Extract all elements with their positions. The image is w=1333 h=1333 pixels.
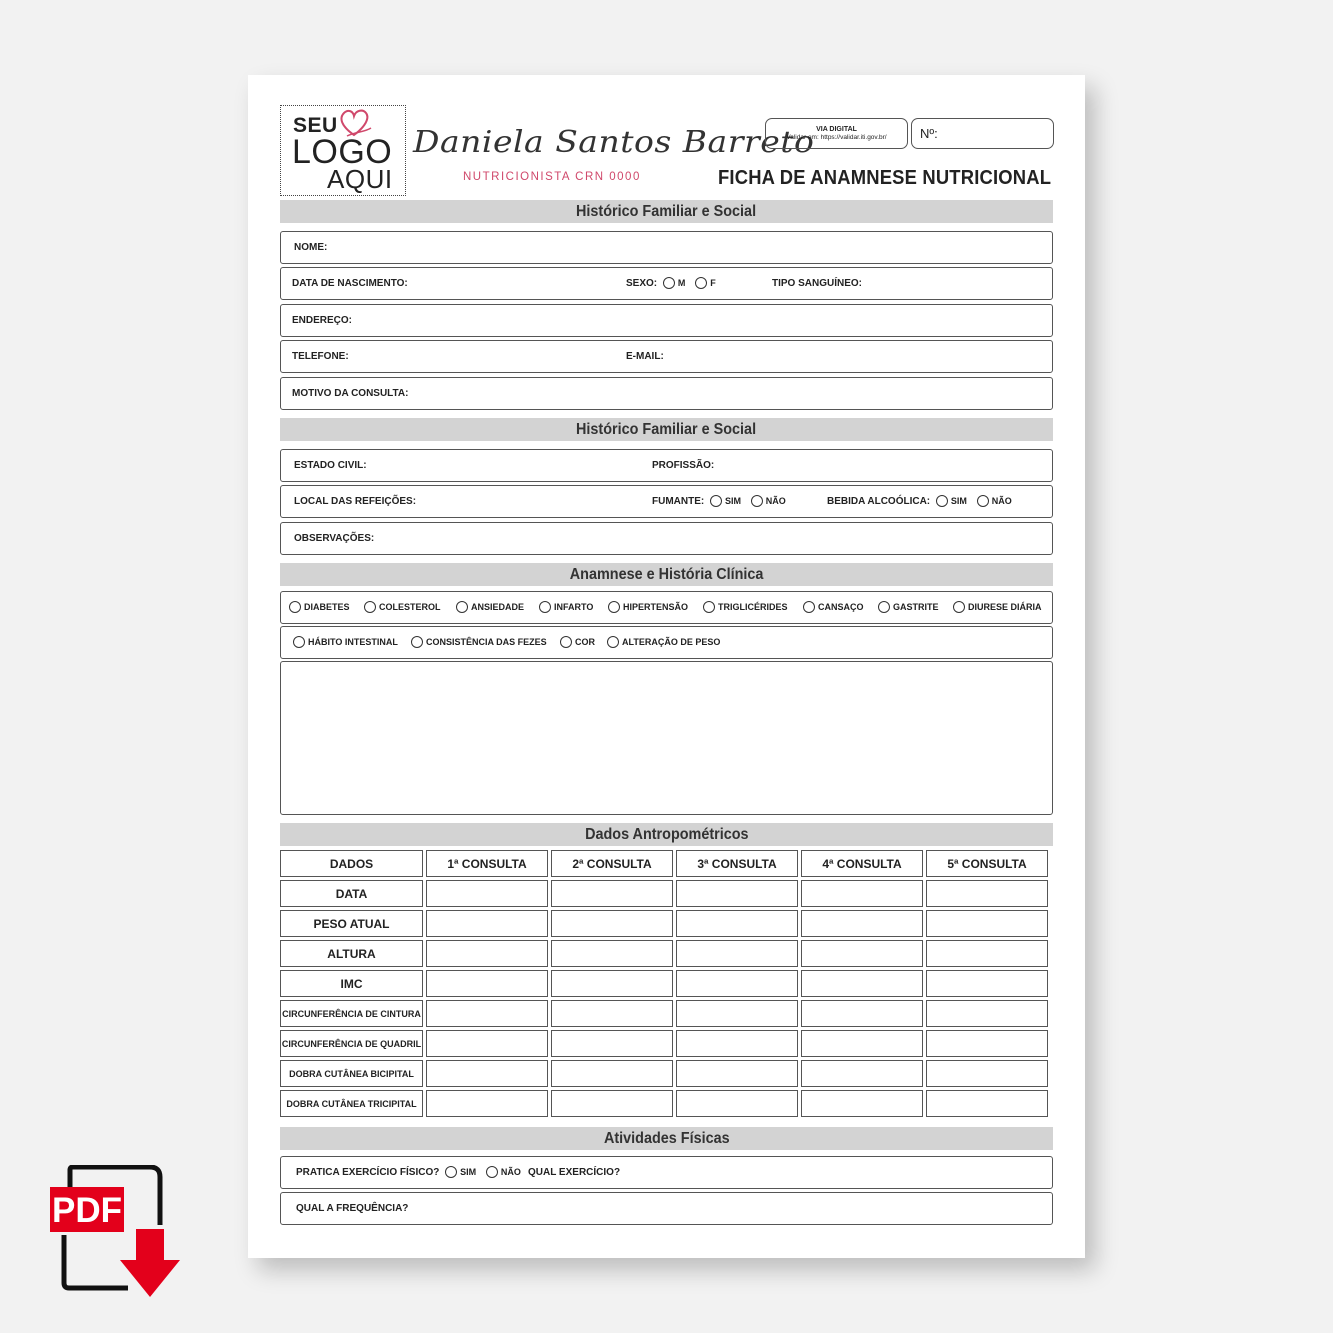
pdf-label: PDF	[52, 1191, 122, 1230]
label-observacoes: OBSERVAÇÕES:	[294, 533, 375, 544]
checkbox-condition[interactable]	[539, 601, 551, 613]
table-input-cell[interactable]	[801, 910, 923, 937]
table-input-cell[interactable]	[926, 1090, 1048, 1117]
condition-label: INFARTO	[554, 602, 594, 612]
form-number-field[interactable]	[911, 118, 1054, 149]
clinical-conditions-row-1	[280, 591, 1053, 624]
field-telefone-row[interactable]	[280, 340, 1053, 373]
table-input-cell[interactable]	[551, 970, 673, 997]
form-number-label: Nº:	[920, 126, 938, 141]
checkbox-condition[interactable]	[803, 601, 815, 613]
table-row-label: DOBRA CUTÂNEA BICIPITAL	[280, 1060, 423, 1087]
via-digital-title: VIA DIGITAL	[816, 126, 857, 133]
condition-cor	[557, 627, 599, 658]
checkbox-exercicio-sim[interactable]	[445, 1166, 457, 1178]
checkbox-condition[interactable]	[411, 636, 423, 648]
table-row-label: DOBRA CUTÂNEA TRICIPITAL	[280, 1090, 423, 1117]
label-sexo: SEXO:	[626, 278, 658, 290]
table-input-cell[interactable]	[926, 1030, 1048, 1057]
table-input-cell[interactable]	[551, 940, 673, 967]
condition-diurese	[950, 592, 1046, 623]
field-frequencia[interactable]	[280, 1192, 1053, 1225]
condition-label: HÁBITO INTESTINAL	[308, 637, 398, 647]
table-input-cell[interactable]	[426, 940, 548, 967]
checkbox-condition[interactable]	[293, 636, 305, 648]
via-digital-box	[765, 118, 908, 149]
checkbox-condition[interactable]	[703, 601, 715, 613]
table-input-cell[interactable]	[801, 970, 923, 997]
logo-text-logo: LOGO	[292, 133, 393, 171]
label-local-refeicoes: LOCAL DAS REFEIÇÕES:	[294, 496, 417, 507]
checkbox-sexo-m[interactable]	[663, 277, 675, 289]
table-input-cell[interactable]	[676, 880, 798, 907]
condition-label: DIABETES	[304, 602, 350, 612]
label-qual-exercicio: QUAL EXERCÍCIO?	[528, 1167, 621, 1178]
clinical-notes-area[interactable]	[280, 661, 1053, 815]
label-frequencia: QUAL A FREQUÊNCIA?	[296, 1203, 409, 1214]
field-estado-civil-row[interactable]	[280, 449, 1053, 482]
table-header-cell: 5ª CONSULTA	[926, 850, 1048, 877]
table-header-cell: 4ª CONSULTA	[801, 850, 923, 877]
checkbox-fumante-nao[interactable]	[751, 495, 763, 507]
table-input-cell[interactable]	[926, 880, 1048, 907]
table-input-cell[interactable]	[676, 970, 798, 997]
table-input-cell[interactable]	[426, 970, 548, 997]
table-input-cell[interactable]	[801, 1030, 923, 1057]
table-input-cell[interactable]	[551, 1060, 673, 1087]
checkbox-bebida-nao[interactable]	[977, 495, 989, 507]
table-input-cell[interactable]	[551, 880, 673, 907]
condition-label: HIPERTENSÃO	[623, 602, 689, 612]
label-data-nascimento: DATA DE NASCIMENTO:	[292, 278, 408, 289]
bebida-group	[827, 486, 1016, 517]
table-header-cell: 3ª CONSULTA	[676, 850, 798, 877]
checkbox-sexo-f[interactable]	[695, 277, 707, 289]
section-title: Dados Antropométricos	[584, 826, 749, 843]
checkbox-exercicio-nao[interactable]	[486, 1166, 498, 1178]
condition-label: DIURESE DIÁRIA	[968, 602, 1042, 612]
field-nascimento-row[interactable]	[280, 267, 1053, 300]
section-bar-historico-1	[280, 200, 1053, 223]
label-profissao: PROFISSÃO:	[652, 460, 715, 471]
table-row-label: CIRCUNFERÊNCIA DE CINTURA	[280, 1000, 423, 1027]
table-input-cell[interactable]	[551, 910, 673, 937]
table-input-cell[interactable]	[801, 1060, 923, 1087]
section-title: Atividades Físicas	[603, 1130, 730, 1147]
checkbox-condition[interactable]	[456, 601, 468, 613]
table-input-cell[interactable]	[801, 940, 923, 967]
table-input-cell[interactable]	[801, 1090, 923, 1117]
label-estado-civil: ESTADO CIVIL:	[294, 460, 367, 471]
pratica-group	[296, 1157, 525, 1188]
table-input-cell[interactable]	[426, 910, 548, 937]
field-pratica-exercicio-row[interactable]	[280, 1156, 1053, 1189]
table-row-label: IMC	[280, 970, 423, 997]
condition-gastrite	[875, 592, 943, 623]
condition-alteracao-peso	[604, 627, 724, 658]
field-observacoes[interactable]	[280, 522, 1053, 555]
label-fumante-nao: NÃO	[765, 496, 786, 506]
table-input-cell[interactable]	[426, 1030, 548, 1057]
table-input-cell[interactable]	[551, 1090, 673, 1117]
label-bebida-nao: NÃO	[991, 496, 1012, 506]
table-input-cell[interactable]	[926, 910, 1048, 937]
condition-label: TRIGLICÉRIDES	[718, 602, 788, 612]
checkbox-condition[interactable]	[364, 601, 376, 613]
condition-label: CONSISTÊNCIA DAS FEZES	[426, 637, 547, 647]
table-input-cell[interactable]	[426, 1060, 548, 1087]
section-bar-antropometricos	[280, 823, 1053, 846]
label-email: E-MAIL:	[626, 351, 664, 362]
checkbox-condition[interactable]	[608, 601, 620, 613]
table-input-cell[interactable]	[676, 1030, 798, 1057]
logo-text-seu: SEU	[293, 114, 338, 137]
table-header-cell: DADOS	[280, 850, 423, 877]
table-input-cell[interactable]	[801, 1000, 923, 1027]
logo-placeholder	[280, 105, 406, 196]
table-header-cell: 1ª CONSULTA	[426, 850, 548, 877]
nutritionist-crn: NUTRICIONISTA CRN 0000	[463, 171, 641, 183]
label-sexo-m: M	[677, 278, 686, 288]
table-row-label: PESO ATUAL	[280, 910, 423, 937]
checkbox-bebida-sim[interactable]	[936, 495, 948, 507]
section-bar-anamnese	[280, 563, 1053, 586]
section-title: Histórico Familiar e Social	[576, 421, 757, 438]
checkbox-condition[interactable]	[607, 636, 619, 648]
table-row-label: CIRCUNFERÊNCIA DE QUADRIL	[280, 1030, 423, 1057]
section-title: Histórico Familiar e Social	[576, 203, 757, 220]
nutritionist-signature: Daniela Santos Barreto	[413, 123, 815, 160]
condition-label: GASTRITE	[893, 602, 939, 612]
fumante-group	[652, 486, 790, 517]
condition-ansiedade	[453, 592, 528, 623]
condition-cansaco	[800, 592, 868, 623]
label-tipo-sanguineo: TIPO SANGUÍNEO:	[772, 278, 863, 289]
table-input-cell[interactable]	[551, 1030, 673, 1057]
table-input-cell[interactable]	[676, 1060, 798, 1087]
label-exercicio-nao: NÃO	[500, 1167, 521, 1177]
field-endereco[interactable]	[280, 304, 1053, 337]
condition-hipertensao	[605, 592, 692, 623]
label-exercicio-sim: SIM	[460, 1167, 477, 1177]
condition-colesterol	[361, 592, 445, 623]
table-input-cell[interactable]	[676, 1090, 798, 1117]
section-title: Anamnese e História Clínica	[569, 566, 764, 583]
condition-diabetes	[286, 592, 354, 623]
clinical-conditions-row-2	[280, 626, 1053, 659]
checkbox-condition[interactable]	[289, 601, 301, 613]
table-row-label: DATA	[280, 880, 423, 907]
form-sheet	[248, 75, 1085, 1258]
table-input-cell[interactable]	[426, 880, 548, 907]
label-nome: NOME:	[294, 242, 328, 253]
sexo-group	[626, 268, 720, 299]
condition-label: COR	[575, 637, 595, 647]
condition-label: ALTERAÇÃO DE PESO	[622, 637, 721, 647]
condition-consistencia-fezes	[408, 627, 551, 658]
label-telefone: TELEFONE:	[292, 351, 349, 362]
checkbox-fumante-sim[interactable]	[710, 495, 722, 507]
table-input-cell[interactable]	[676, 1000, 798, 1027]
checkbox-condition[interactable]	[878, 601, 890, 613]
checkbox-condition[interactable]	[560, 636, 572, 648]
condition-label: COLESTEROL	[379, 602, 441, 612]
table-input-cell[interactable]	[426, 1000, 548, 1027]
checkbox-condition[interactable]	[953, 601, 965, 613]
condition-label: ANSIEDADE	[471, 602, 525, 612]
table-input-cell[interactable]	[676, 910, 798, 937]
table-row-label: ALTURA	[280, 940, 423, 967]
label-bebida: BEBIDA ALCOÓLICA:	[827, 496, 931, 508]
via-digital-url: Validar em: https://validar.iti.gov.br/	[786, 134, 887, 141]
table-input-cell[interactable]	[551, 1000, 673, 1027]
field-refeicoes-row[interactable]	[280, 485, 1053, 518]
condition-triglicerides	[700, 592, 792, 623]
condition-infarto	[536, 592, 597, 623]
label-motivo: MOTIVO DA CONSULTA:	[292, 388, 409, 399]
label-bebida-sim: SIM	[950, 496, 967, 506]
field-nome[interactable]	[280, 231, 1053, 264]
table-input-cell[interactable]	[426, 1090, 548, 1117]
label-fumante: FUMANTE:	[652, 496, 705, 508]
section-bar-atividades	[280, 1127, 1053, 1150]
table-input-cell[interactable]	[926, 1000, 1048, 1027]
label-fumante-sim: SIM	[725, 496, 742, 506]
page-title: FICHA DE ANAMNESE NUTRICIONAL	[718, 167, 1052, 189]
table-input-cell[interactable]	[926, 970, 1048, 997]
table-input-cell[interactable]	[676, 940, 798, 967]
table-input-cell[interactable]	[926, 940, 1048, 967]
condition-habito-intestinal	[290, 627, 402, 658]
label-sexo-f: F	[710, 278, 716, 288]
condition-label: CANSAÇO	[818, 602, 864, 612]
logo-text-aqui: AQUI	[327, 164, 393, 194]
pdf-download-icon	[48, 1165, 183, 1300]
label-endereco: ENDEREÇO:	[292, 315, 353, 326]
field-motivo[interactable]	[280, 377, 1053, 410]
table-input-cell[interactable]	[801, 880, 923, 907]
table-header-cell: 2ª CONSULTA	[551, 850, 673, 877]
section-bar-historico-2	[280, 418, 1053, 441]
label-pratica-exercicio: PRATICA EXERCÍCIO FÍSICO?	[296, 1167, 440, 1179]
table-input-cell[interactable]	[926, 1060, 1048, 1087]
